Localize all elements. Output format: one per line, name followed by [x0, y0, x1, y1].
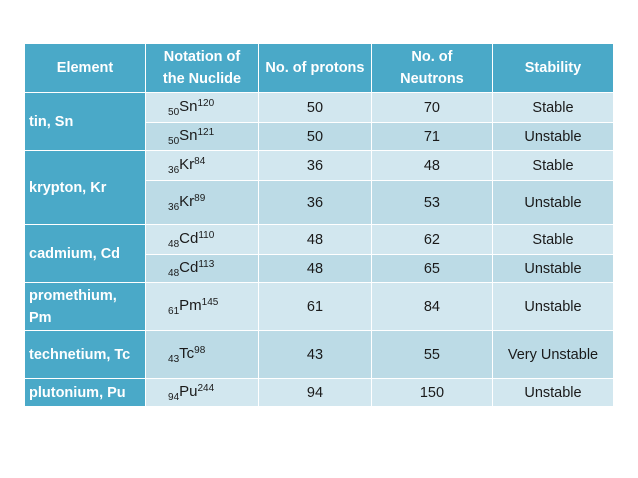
stability-cell: Unstable [492, 379, 613, 407]
protons-cell: 36 [258, 181, 371, 225]
protons-cell: 43 [258, 331, 371, 379]
atomic-number: 50 [168, 135, 180, 147]
atomic-number: 48 [168, 267, 180, 279]
table-row [25, 283, 614, 331]
header-stability: Stability [492, 44, 613, 93]
atomic-number: 94 [168, 391, 180, 403]
element-symbol: Cd [179, 258, 199, 276]
stability-cell: Stable [492, 151, 613, 181]
element-cell: cadmium, Cd [25, 225, 146, 283]
element-cell: plutonium, Pu [25, 379, 146, 407]
nuclide-notation [146, 151, 259, 181]
mass-number: 120 [197, 97, 215, 109]
nuclide-notation [146, 283, 259, 331]
element-symbol: Sn [179, 126, 198, 144]
table-row [25, 93, 614, 123]
neutrons-cell: 84 [371, 283, 492, 331]
mass-number: 98 [194, 344, 206, 356]
protons-cell: 48 [258, 255, 371, 283]
stability-cell: Unstable [492, 123, 613, 151]
stability-cell: Unstable [492, 283, 613, 331]
mass-number: 121 [197, 126, 215, 138]
atomic-number: 36 [168, 201, 180, 213]
atomic-number: 61 [168, 305, 180, 317]
mass-number: 110 [198, 229, 215, 241]
stability-cell: Unstable [492, 181, 613, 225]
mass-number: 84 [194, 155, 206, 167]
element-cell: tin, Sn [25, 93, 146, 151]
protons-cell: 50 [258, 93, 371, 123]
neutrons-cell: 150 [371, 379, 492, 407]
protons-cell: 48 [258, 225, 371, 255]
header-neutrons-line2: Neutrons [400, 71, 464, 87]
stability-cell: Stable [492, 225, 613, 255]
stability-cell: Very Unstable [492, 331, 613, 379]
atomic-number: 48 [168, 238, 180, 250]
element-symbol: Pu [179, 382, 198, 400]
atomic-number: 50 [168, 106, 180, 118]
header-notation-line1: Notation of [163, 49, 241, 65]
mass-number: 244 [197, 382, 215, 394]
atomic-number: 36 [168, 164, 180, 176]
mass-number: 145 [201, 296, 219, 308]
table-body [25, 93, 614, 407]
table-row [25, 379, 614, 407]
element-cell: promethium, Pm [25, 283, 146, 331]
nuclide-notation [146, 379, 259, 407]
neutrons-cell: 65 [371, 255, 492, 283]
protons-cell: 61 [258, 283, 371, 331]
neutrons-cell: 70 [371, 93, 492, 123]
neutrons-cell: 55 [371, 331, 492, 379]
element-cell: technetium, Tc [25, 331, 146, 379]
element-symbol: Kr [179, 155, 195, 173]
nuclide-notation [146, 93, 259, 123]
header-protons: No. of protons [258, 44, 371, 93]
nuclide-notation [146, 123, 259, 151]
neutrons-cell: 71 [371, 123, 492, 151]
table-row [25, 151, 614, 181]
nuclide-notation [146, 225, 259, 255]
neutrons-cell: 53 [371, 181, 492, 225]
nuclide-notation [146, 331, 259, 379]
element-symbol: Tc [179, 344, 195, 362]
mass-number: 89 [194, 192, 206, 204]
neutrons-cell: 62 [371, 225, 492, 255]
nuclide-table [24, 43, 614, 407]
element-symbol: Pm [179, 296, 202, 314]
header-notation [146, 44, 259, 93]
element-symbol: Kr [179, 192, 195, 210]
header-neutrons [371, 44, 492, 93]
header-neutrons-line1: No. of [411, 49, 453, 65]
element-symbol: Sn [179, 97, 198, 115]
header-notation-line2: the Nuclide [162, 71, 242, 87]
atomic-number: 43 [168, 353, 180, 365]
table-row [25, 225, 614, 255]
protons-cell: 50 [258, 123, 371, 151]
stability-cell: Unstable [492, 255, 613, 283]
header-element: Element [25, 44, 146, 93]
header-row [25, 44, 614, 93]
mass-number: 113 [198, 258, 215, 270]
element-symbol: Cd [179, 229, 199, 247]
nuclide-notation [146, 255, 259, 283]
neutrons-cell: 48 [371, 151, 492, 181]
nuclide-notation [146, 181, 259, 225]
stability-cell: Stable [492, 93, 613, 123]
protons-cell: 94 [258, 379, 371, 407]
protons-cell: 36 [258, 151, 371, 181]
element-cell: krypton, Kr [25, 151, 146, 225]
table-row [25, 331, 614, 379]
